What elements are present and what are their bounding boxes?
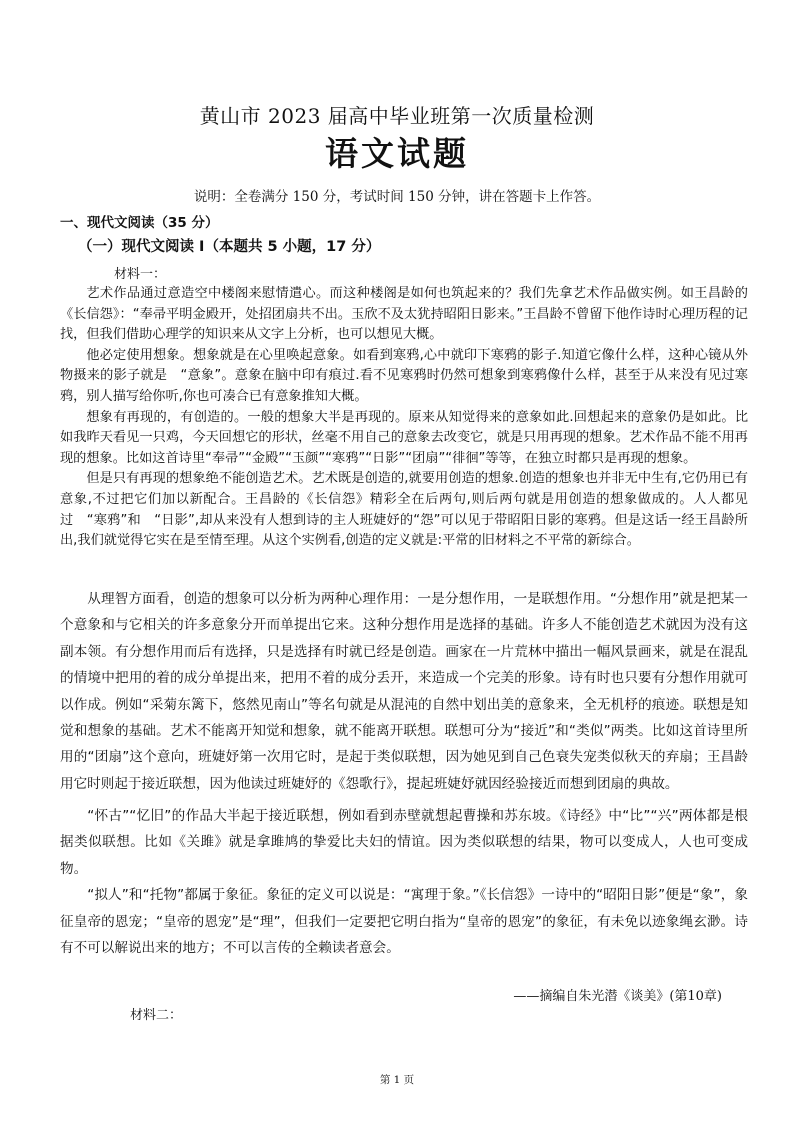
section-heading: 一、现代文阅读（35 分） [60, 215, 219, 231]
paragraph: “拟人”和“托物”都属于象征。象征的定义可以说是：“寓理于象。”《长信怨》一诗中的“昭阳日影”便是“象”，象征皇帝的恩宠；“皇帝的恩宠”是“理”，但我们一定要把它明白指为“皇帝的恩宠”的象征，有未免以迹象绳玄渺。诗有不可以解说出来的地方；不可以言传的全赖读者意会。 [60, 887, 748, 957]
paragraph: 但是只有再现的想象绝不能创造艺术。艺术既是创造的,就要用创造的想象.创造的想象也并非无中生有,它仍用已有意象,不过把它们加以新配合。王昌龄的《长信怨》精彩全在后两句,则后两句就是用创造的想象做成的。人人都见过 “寒鸦”和 “日影”,却从来没有人想到诗的主人班婕妤的“怨”可以见于带昭阳日影的寒鸦。但是这话一经王昌龄所出,我们就觉得它实在是至情至理。从这个实例看,创造的定义就是:平常的旧材料之不平常的新综合。 [60, 471, 748, 549]
paragraph: 从理智方面看，创造的想象可以分析为两种心理作用：一是分想作用，一是联想作用。“分想作用”就是把某一个意象和与它相关的许多意象分开而单提出它来。这种分想作用是选择的基础。许多人不能创造艺术就因为没有这副本领。有分想作用而后有选择，只是选择有时就已经是创造。画家在一片荒林中描出一幅风景画来，就是在混乱的情境中把用的着的成分单提出来，把用不着的成分丢开，来造成一个完美的形象。诗有时也只要有分想作用就可以作成。例如“采菊东篱下，悠然见南山”等名句就是从混沌的自然中划出美的意象来，全无机杼的痕迹。联想是知觉和想象的基础。艺术不能离开知觉和想象，就不能离开联想。联想可分为“接近”和“类似”两类。比如这首诗里所用的“团扇”这个意向，班婕妤第一次用它时，是起于类似联想，因为她见到自己色衰失宠类似秋天的弃扇；王昌龄用它时则起于接近联想，因为他读过班婕妤的《怨歌行》，提起班婕妤就因经验接近而想到团扇的典故。 [60, 591, 748, 792]
paragraph: 想象有再现的，有创造的。一般的想象大半是再现的。原来从知觉得来的意象如此.回想起来的意象仍是如此。比如我昨天看见一只鸡，今天回想它的形状，丝毫不用自己的意象去改变它，就是只用再现的想象。艺术作品不能不用再现的想象。比如这首诗里“奉帚”“金殿”“玉颜”“寒鸦”“日影”“团扇”“徘徊”等等，在独立时都只是再现的想象。 [60, 409, 748, 466]
material-one-block-a [60, 284, 748, 552]
paragraph: 艺术作品通过意造空中楼阁来慰情遣心。而这种楼阁是如何也筑起来的？我们先拿艺术作品做实例。如王昌龄的《长信怨》：“奉帚平明金殿开，处招团扇共不出。玉欣不及太犹持昭阳日影来。”王昌龄不曾留下他作诗时心理历程的记找，但我们借助心理学的知识来从文字上分析，也可以想见大概。 [60, 286, 748, 343]
exam-notice: 说明：全卷满分 150 分，考试时间 150 分钟，讲在答题卡上作答。 [193, 189, 601, 205]
exam-subject-title: 语文试题 [325, 134, 469, 173]
exam-title: 黄山市 2023 届高中毕业班第一次质量检测 [199, 104, 595, 128]
paragraph: “怀古”“忆旧”的作品大半起于接近联想，例如看到赤壁就想起曹操和苏东坡。《诗经》中“比”“兴”两体都是根据类似联想。比如《关雎》就是拿雎鸠的挚爱比夫妇的情谊。因为类似联想的结果，物可以变成人，人也可变成物。 [60, 808, 748, 877]
page-number: 第 1 页 [379, 1074, 415, 1086]
material-one-block-b [60, 586, 748, 797]
source-citation: ——摘编自朱光潜《谈美》(第10章) [513, 989, 722, 1004]
paragraph: 他必定使用想象。想象就是在心里唤起意象。如看到寒鸦,心中就印下寒鸦的影子.知道它像什么样，这种心镜从外物摄来的影子就是 “意象”。意象在脑中印有痕过.看不见寒鸦时仍然可想象到寒鸦像什么样，甚至于从来没有见过寒鸦，别人描写给你听,你也可凑合已有意象推知大概。 [60, 347, 748, 404]
material-one-block-c [60, 803, 748, 961]
material-two-label: 材料二： [130, 1008, 183, 1023]
subsection-heading: （一）现代文阅读 I（本题共 5 小题，17 分） [78, 239, 381, 255]
material-one-label: 材料一： [114, 267, 167, 282]
